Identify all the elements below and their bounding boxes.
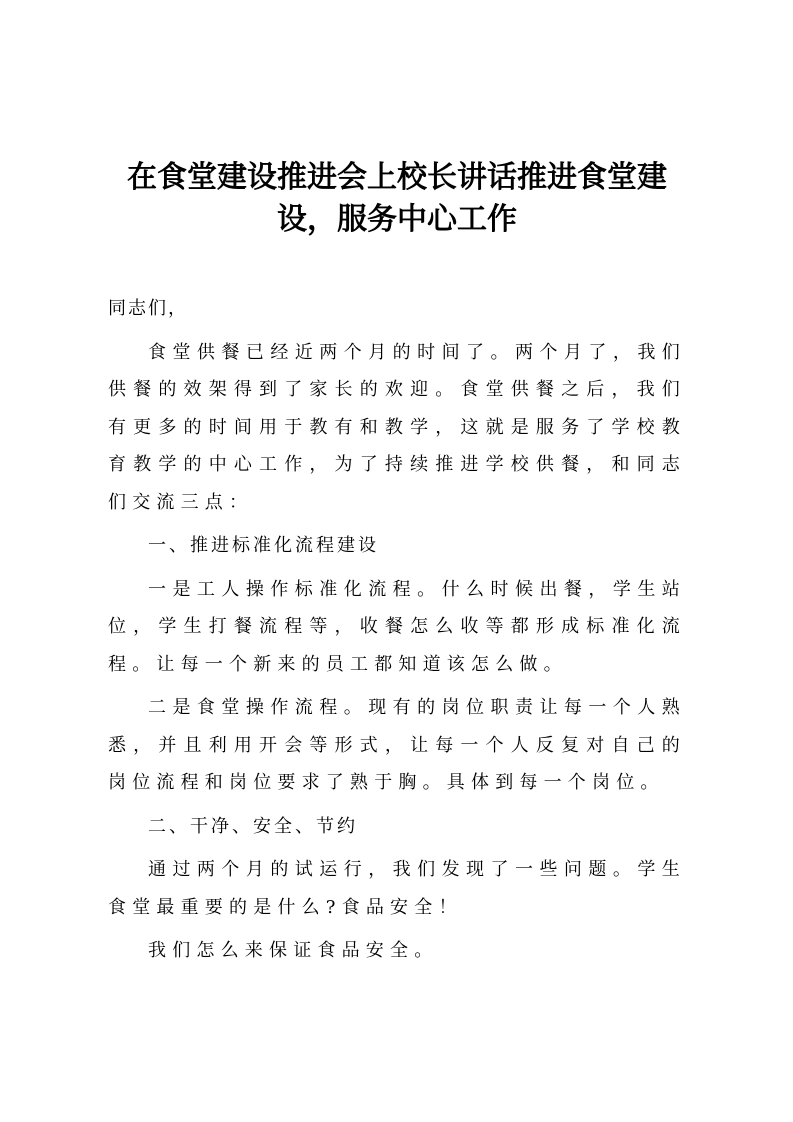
- section-heading-1: 一、推进标准化流程建设: [148, 535, 379, 556]
- greeting: 同志们，: [108, 298, 188, 319]
- document-body: [108, 290, 686, 976]
- paragraph-food-safety: 我们怎么来保证食品安全。: [148, 940, 439, 961]
- paragraph-trial-run: 通过两个月的试运行，我们发现了一些问题。学生食堂最重要的是什么?食品安全！: [108, 859, 686, 918]
- paragraph-standard-process: 一是工人操作标准化流程。什么时候出餐，学生站位，学生打餐流程等，收餐怎么收等都形成标准化流程。让每一个新来的员工都知道该怎么做。: [108, 578, 686, 675]
- paragraph-intro: 食堂供餐已经近两个月的时间了。两个月了，我们供餐的效架得到了家长的欢迎。食堂供餐之后，我们有更多的时间用于教有和教学，这就是服务了学校教育教学的中心工作，为了持续推进学校供餐，和同志们交流三点：: [108, 341, 686, 513]
- document-title: 在食堂建设推进会上校长讲话推进食堂建设，服务中心工作: [127, 160, 667, 237]
- paragraph-canteen-process: 二是食堂操作流程。现有的岗位职责让每一个人熟悉，并且利用开会等形式，让每一个人反复对自己的岗位流程和岗位要求了熟于胸。具体到每一个岗位。: [108, 697, 686, 793]
- section-heading-2: 二、干净、安全、节约: [148, 815, 358, 837]
